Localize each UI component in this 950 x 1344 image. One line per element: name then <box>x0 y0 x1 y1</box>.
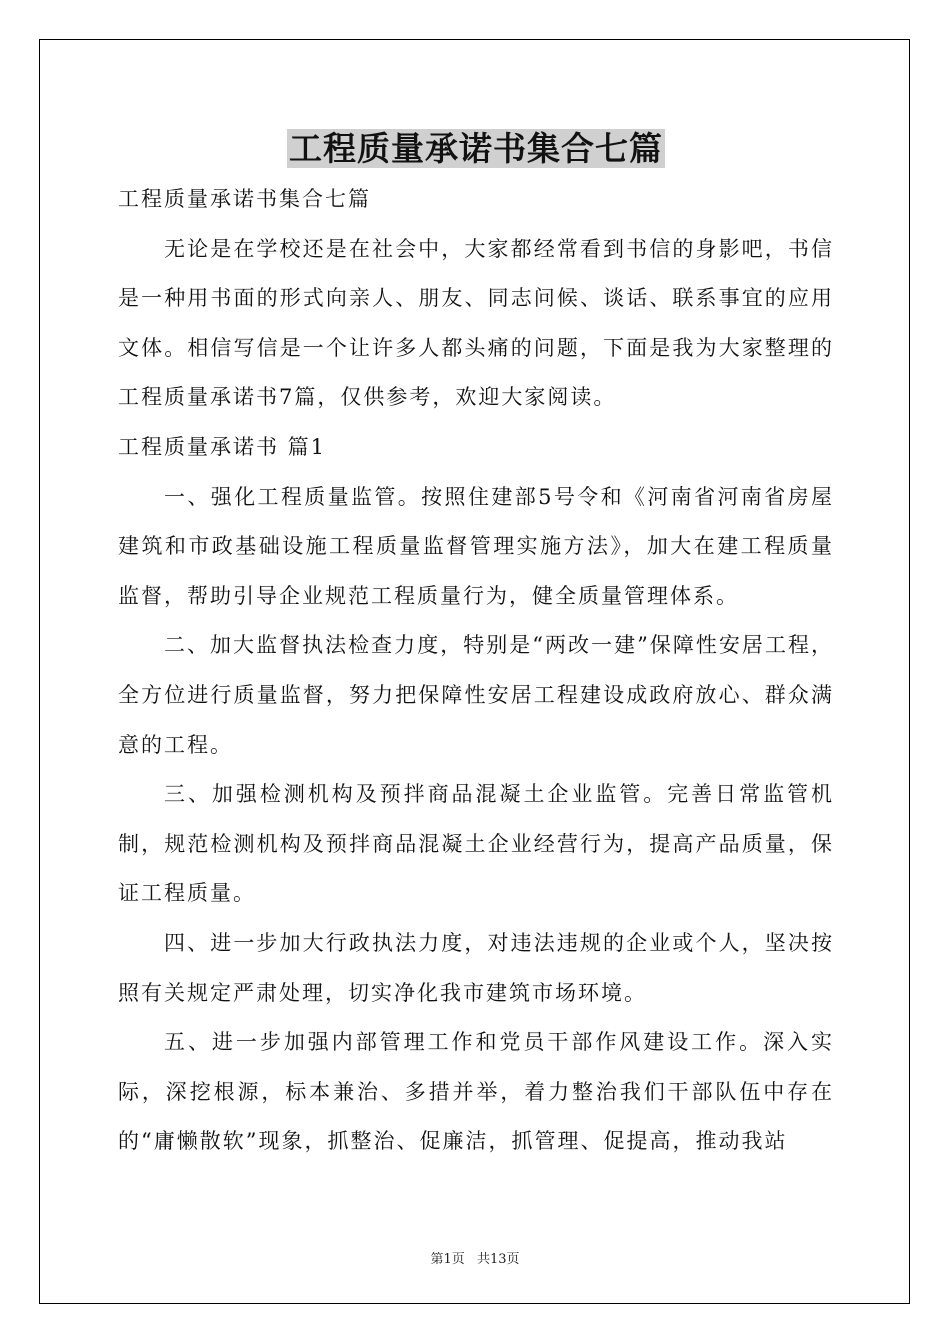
paragraph-item-2: 二、加大监督执法检查力度，特别是“两改一建”保障性安居工程，全方位进行质量监督，努力把保障性安居工程建设成政府放心、群众满意的工程。 <box>118 633 834 757</box>
paragraph-item-4: 四、进一步加大行政执法力度，对违法违规的企业或个人，坚决按照有关规定严肃处理，切实净化我市建筑市场环境。 <box>118 930 834 1005</box>
section-heading: 工程质量承诺书 篇1 <box>118 434 327 459</box>
page-total: 共13页 <box>476 1252 520 1267</box>
paragraph-intro: 无论是在学校还是在社会中，大家都经常看到书信的身影吧，书信是一种用书面的形式向亲人、朋友、同志问候、谈话、联系事宜的应用文体。相信写信是一个让许多人都头痛的问题，下面是我为大家整理的工程质量承诺书7篇，仅供参考，欢迎大家阅读。 <box>118 236 834 410</box>
document-title <box>118 124 834 174</box>
paragraph-item-1: 一、强化工程质量监管。按照住建部5号令和《河南省河南省房屋建筑和市政基础设施工程质量监督管理实施方法》，加大在建工程质量监督，帮助引导企业规范工程质量行为，健全质量管理体系。 <box>118 484 834 608</box>
page-number: 第1页 <box>430 1252 465 1267</box>
document-body <box>118 124 834 1167</box>
paragraph-item-5: 五、进一步加强内部管理工作和党员干部作风建设工作。深入实际，深挖根源，标本兼治、多措并举，着力整治我们干部队伍中存在的“庸懒散软”现象，抓整治、促廉洁，抓管理、促提高，推动我站 <box>118 1030 834 1154</box>
paragraph-subtitle: 工程质量承诺书集合七篇 <box>118 187 371 211</box>
page-footer <box>0 1248 950 1267</box>
paragraph-item-3: 三、加强检测机构及预拌商品混凝土企业监管。完善日常监管机制，规范检测机构及预拌商品混凝土企业经营行为，提高产品质量，保证工程质量。 <box>118 782 834 906</box>
document-title-text: 工程质量承诺书集合七篇 <box>289 129 663 168</box>
